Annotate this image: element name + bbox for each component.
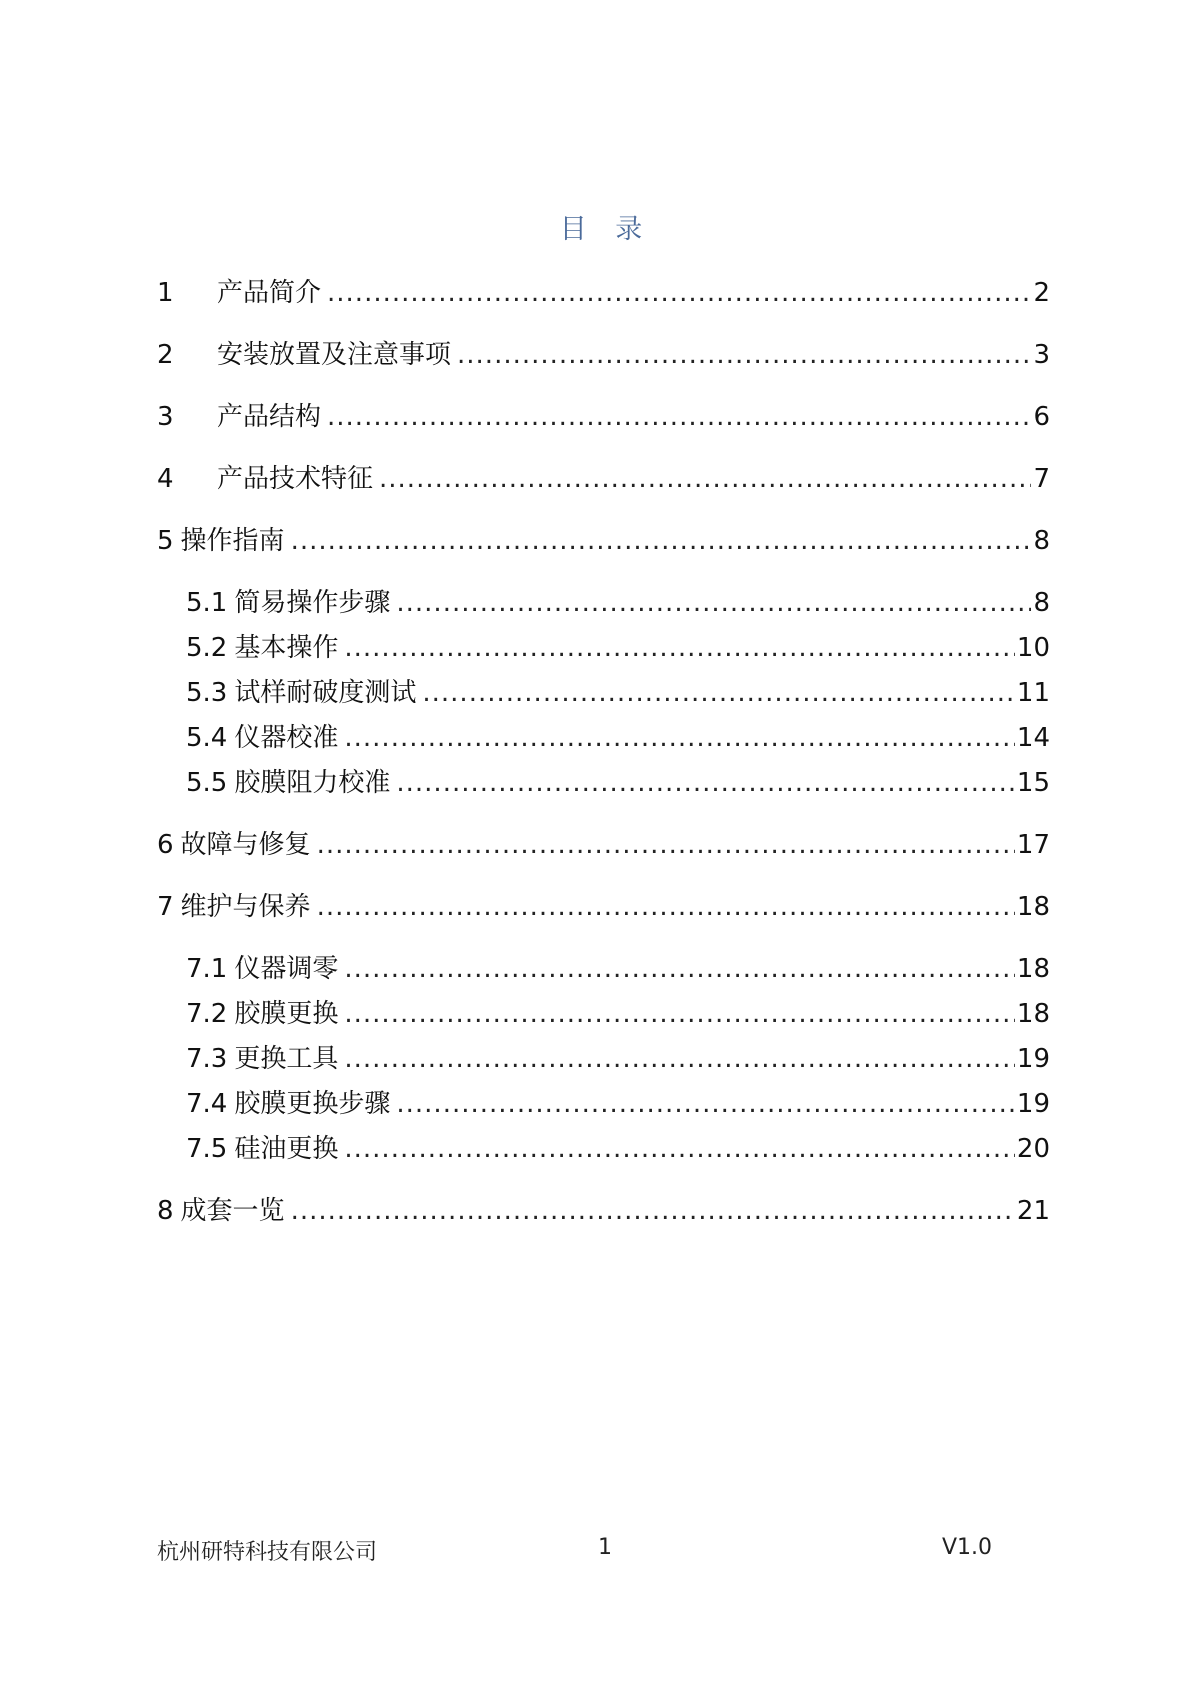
toc-entry[interactable] [157, 400, 1050, 434]
toc-entry-label: 仪器校准 [234, 723, 339, 753]
toc-entry[interactable] [157, 462, 1050, 496]
toc-subentry[interactable] [186, 997, 1050, 1031]
toc-entry-number: 5 [157, 526, 174, 556]
toc-entry-page: 15 [1016, 768, 1050, 798]
toc-entry-label: 简易操作步骤 [234, 588, 391, 618]
toc-dot-leader [317, 890, 1015, 924]
toc-entry-number: 7.5 [186, 1134, 228, 1164]
toc-entry-page: 14 [1016, 723, 1050, 753]
toc-subentry[interactable] [186, 1132, 1050, 1166]
toc-dot-leader [422, 676, 1015, 710]
toc-entry-number: 5.4 [186, 723, 228, 753]
toc-entry-number: 4 [157, 464, 174, 494]
toc-dot-leader [379, 462, 1031, 496]
footer-version: V1.0 [942, 1535, 993, 1560]
toc-entry-label: 胶膜阻力校准 [234, 768, 391, 798]
toc-entry-number: 6 [157, 830, 174, 860]
toc-entry-label: 仪器调零 [234, 954, 339, 984]
toc-dot-leader [396, 1087, 1015, 1121]
toc-entry-number: 7.3 [186, 1044, 228, 1074]
toc-entry-page: 21 [1016, 1196, 1050, 1226]
toc-entry-page: 18 [1016, 954, 1050, 984]
toc-entry-number: 5.5 [186, 768, 228, 798]
toc-dot-leader [396, 766, 1015, 800]
toc-entry-label: 基本操作 [234, 633, 339, 663]
footer-page-number: 1 [598, 1535, 612, 1560]
toc-dot-leader [344, 997, 1015, 1031]
toc-entry-page: 19 [1016, 1044, 1050, 1074]
toc-subentry[interactable] [186, 586, 1050, 620]
toc-entry[interactable] [157, 1194, 1050, 1228]
toc-entry[interactable] [157, 338, 1050, 372]
toc-entry-label: 操作指南 [180, 526, 285, 556]
toc-title: 目 录 [559, 214, 653, 245]
toc-entry-number: 7 [157, 892, 174, 922]
toc-entry-label: 产品结构 [217, 402, 322, 432]
toc-entry-label: 安装放置及注意事项 [217, 340, 452, 370]
toc-dot-leader [291, 524, 1032, 558]
toc-entry-label: 胶膜更换步骤 [234, 1089, 391, 1119]
toc-subentry[interactable] [186, 1087, 1050, 1121]
toc-entry[interactable] [157, 890, 1050, 924]
toc-entry-label: 胶膜更换 [234, 999, 339, 1029]
toc-dot-leader [344, 1132, 1015, 1166]
toc-subentry[interactable] [186, 631, 1050, 665]
toc-entry-number: 5.3 [186, 678, 228, 708]
toc-dot-leader [457, 338, 1031, 372]
toc-entry-page: 3 [1033, 340, 1050, 370]
toc-entry-label: 维护与保养 [180, 892, 311, 922]
toc-entry-number: 3 [157, 402, 174, 432]
toc-subentry[interactable] [186, 721, 1050, 755]
footer-company-name: 杭州研特科技有限公司 [157, 1540, 378, 1565]
toc-entry-page: 18 [1016, 892, 1050, 922]
toc-entry-label: 产品技术特征 [217, 464, 374, 494]
toc-entry-page: 17 [1016, 830, 1050, 860]
toc-entry-number: 1 [157, 278, 174, 308]
toc-entry-number: 5.1 [186, 588, 228, 618]
toc-entry-label: 故障与修复 [180, 830, 311, 860]
toc-subentry[interactable] [186, 676, 1050, 710]
toc-entry-page: 7 [1033, 464, 1050, 494]
toc-entry-number: 5.2 [186, 633, 228, 663]
toc-entry-label: 试样耐破度测试 [234, 678, 417, 708]
toc-entry-page: 11 [1016, 678, 1050, 708]
toc-entry[interactable] [157, 828, 1050, 862]
toc-dot-leader [344, 952, 1015, 986]
toc-entry-label: 硅油更换 [234, 1134, 339, 1164]
toc-entry-page: 8 [1033, 526, 1050, 556]
toc-dot-leader [327, 276, 1031, 310]
toc-dot-leader [396, 586, 1031, 620]
toc-entry-page: 18 [1016, 999, 1050, 1029]
toc-entry[interactable] [157, 524, 1050, 558]
toc-entry-label: 产品简介 [217, 278, 322, 308]
toc-entry-number: 2 [157, 340, 174, 370]
toc-entry-page: 10 [1016, 633, 1050, 663]
toc-dot-leader [291, 1194, 1015, 1228]
toc-entry-page: 2 [1033, 278, 1050, 308]
toc-entry-number: 7.4 [186, 1089, 228, 1119]
toc-entry-number: 7.1 [186, 954, 228, 984]
toc-entry-page: 19 [1016, 1089, 1050, 1119]
toc-dot-leader [344, 721, 1015, 755]
toc-entry-page: 20 [1016, 1134, 1050, 1164]
toc-dot-leader [344, 1042, 1015, 1076]
toc-entry-page: 8 [1033, 588, 1050, 618]
toc-subentry[interactable] [186, 766, 1050, 800]
toc-subentry[interactable] [186, 952, 1050, 986]
toc-entry-number: 8 [157, 1196, 174, 1226]
toc-entry-number: 7.2 [186, 999, 228, 1029]
toc-subentry[interactable] [186, 1042, 1050, 1076]
toc-entry[interactable] [157, 276, 1050, 310]
toc-entry-label: 成套一览 [180, 1196, 285, 1226]
toc-dot-leader [317, 828, 1015, 862]
toc-entry-page: 6 [1033, 402, 1050, 432]
toc-dot-leader [327, 400, 1031, 434]
toc-dot-leader [344, 631, 1015, 665]
toc-entry-label: 更换工具 [234, 1044, 339, 1074]
